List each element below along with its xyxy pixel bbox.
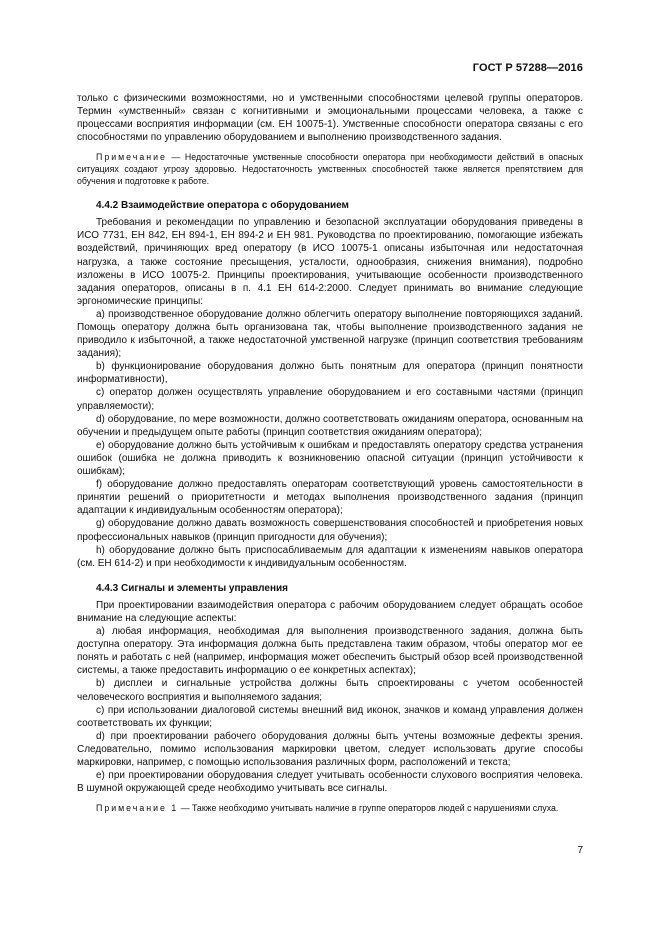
list-item-c: c) оператор должен осуществлять управление оборудованием и его составными частями (принцип управляемости);: [77, 387, 583, 412]
list-item-c: c) при использовании диалоговой системы внешний вид иконок, значков и команд управления должен соответствовать их функции;: [77, 704, 583, 729]
note-text: — Также необходимо учитывать наличие в группе операторов людей с нарушениями слуха.: [178, 803, 559, 814]
section-4-4-3-note: [77, 803, 583, 815]
list-item-d: d) оборудование, по мере возможности, должно соответствовать ожиданиям оператора, основанным на обучении и предыдущем опыте работы (принцип соответствия ожиданиям оператора);: [77, 413, 583, 438]
list-item-h: h) оборудование должно быть приспосабливаемым для адаптации к изменениям навыков оператора (см. ЕН 614-2) и при необходимости к индивидуальным особенностям.: [77, 544, 583, 569]
section-4-4-2-heading: 4.4.2 Взаимодействие оператора с оборудованием: [96, 200, 349, 212]
note-label: Примечание 1: [96, 803, 179, 814]
list-item-e: e) при проектировании оборудования следует учитывать особенности слухового восприятия человека. В шумной окружающей среде необходимо учитывать все сигналы.: [77, 770, 583, 795]
section-4-4-3-paragraph: При проектировании взаимодействия оператора с рабочим оборудованием следует обращать особое внимание на следующие аспекты:: [77, 599, 583, 624]
note-label: Примечание: [96, 152, 167, 163]
list-item-b: b) функционирование оборудования должно быть понятным для оператора (принцип понятности информативности),: [77, 361, 583, 386]
note-text: — Недостаточные умственные способности оператора при необходимости действий в опасных ситуациях создают угрозу здоровью. Недостаточность умственных способностей также является препятствием для обучения и подготовке к работе.: [77, 152, 583, 186]
page-content: [77, 92, 583, 815]
intro-note: [77, 152, 583, 187]
list-item-e: e) оборудование должно быть устойчивым к ошибкам и предоставлять оператору средства устранения ошибок (ошибка не должна приводить к возникновению опасной ситуации (принцип устойчивости к ошибкам);: [77, 439, 583, 478]
list-item-d: d) при проектировании рабочего оборудования должны быть учтены возможные дефекты зрения. Следовательно, помимо использования маркировки цветом, следует использовать другие способы маркировки, например, с помощью использования различных форм, расположений и текста;: [77, 730, 583, 768]
list-item-f: f) оборудование должно предоставлять операторам соответствующий уровень самостоятельности в принятии решений о приоритетности и методах выполнения производственного задания (принцип адаптации к индивидуальным особенностям оператора);: [77, 479, 583, 517]
intro-paragraph: только с физическими возможностями, но и умственными способностями целевой группы операторов. Термин «умственный» связан с когнитивными и эмоциональными процессами человека, а также с процессами восприятия информации (см. ЕН 10075-1). Умственные способности оператора связаны с его способностями по управлению оборудованием и выполнению производственного задания.: [77, 93, 583, 144]
list-item-a: a) производственное оборудование должно облегчить оператору выполнение повторяющихся заданий. Помощь оператору должна быть организована так, чтобы выполнение производственного задания не приводило к избыточной, а также недостаточной умственной нагрузке (принцип соответствия требованиям задания);: [77, 308, 583, 360]
section-4-4-2-paragraph: Требования и рекомендации по управлению и безопасной эксплуатации оборудования приведены в ИСО 7731, ЕН 842, ЕН 894-1, ЕН 894-2 и ЕН 981. Руководства по проектированию, помогающие избежать воздействий, причиняющих вред оператору (в ИСО 10075-1 описаны избыточная или недостаточная нагрузка, а также состояние пресыщения, усталости, однообразия, снижения внимания), подробно изложены в ИСО 10075-2. Принципы проектирования, учитывающие особенности производственного задания операторов, описаны в п. 4.1 ЕН 614-2:2000. Следует принимать во внимание следующие эргономические принципы:: [77, 217, 583, 307]
section-4-4-3-heading: 4.4.3 Сигналы и элементы управления: [96, 582, 288, 594]
standard-designation: ГОСТ Р 57288—2016: [472, 62, 583, 74]
page-number: 7: [577, 845, 583, 856]
list-item-b: b) дисплеи и сигнальные устройства должны быть спроектированы с учетом особенностей человеческого восприятия и выполняемого задания;: [77, 678, 583, 703]
list-item-g: g) оборудование должно давать возможность совершенствования способностей и приобретения новых профессиональных навыков (принцип пригодности для обучения);: [77, 518, 583, 543]
list-item-a: a) любая информация, необходимая для выполнения производственного задания, должна быть доступна оператору. Эта информация должна быть представлена таким образом, чтобы оператор мог ее понять и работать с ней (например, информация может обеспечить быстрый обзор всей производственной системы, а также предоставить информацию о ее конкретных аспектах);: [77, 626, 583, 677]
